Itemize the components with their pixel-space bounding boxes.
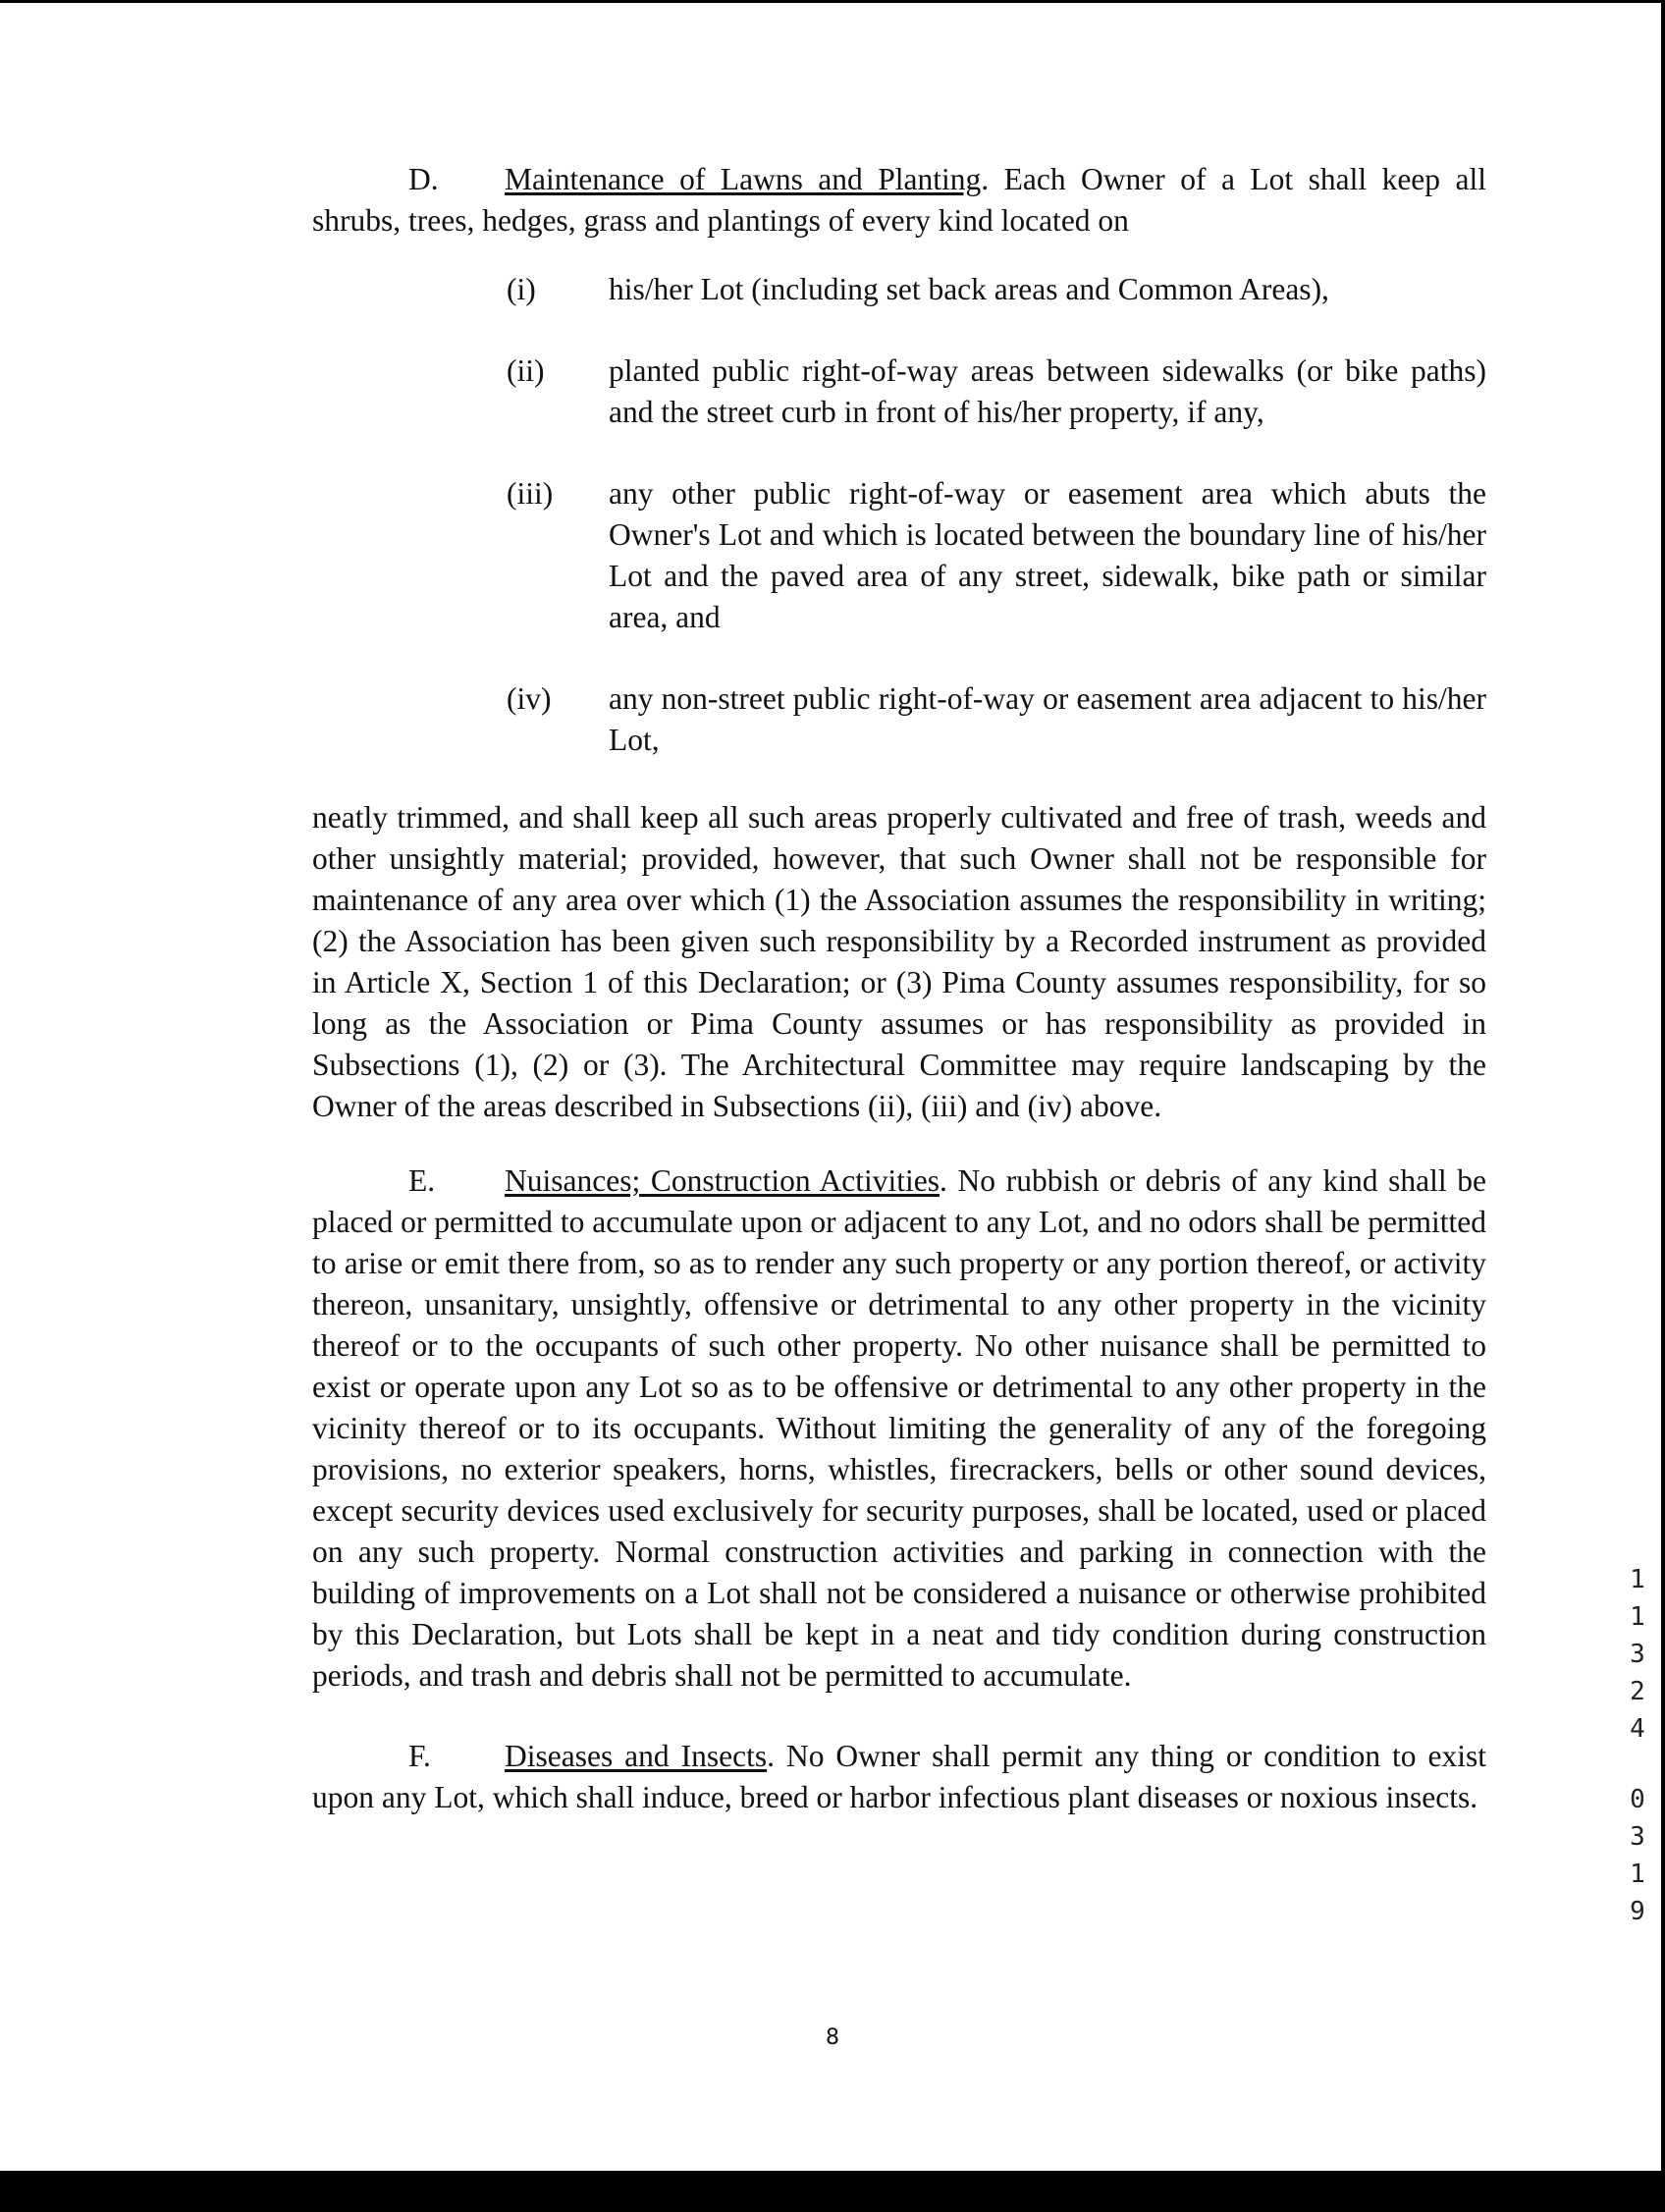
list-item-marker: (ii): [507, 353, 545, 388]
margin-digit: 1: [1630, 1860, 1645, 1889]
margin-digit: 3: [1630, 1822, 1645, 1852]
list-item-text: any other public right-of-way or easement area which abuts the Owner's Lot and which is located between the boundary line of his/her Lot and the paved area of any street, sidewalk, bike path or similar area, and: [609, 476, 1486, 634]
margin-digit: 9: [1630, 1897, 1645, 1926]
section-d-label: D.: [408, 162, 439, 196]
scan-border-right: [1661, 0, 1665, 2212]
list-item-marker: (iii): [507, 476, 554, 511]
margin-recording-number: [1625, 1561, 1650, 1930]
margin-digit: 3: [1630, 1640, 1645, 1669]
list-item-text: any non-street public right-of-way or easement area adjacent to his/her Lot,: [609, 681, 1486, 757]
section-d-heading: Maintenance of Lawns and Planting: [505, 162, 982, 196]
section-f: [312, 1736, 1486, 1818]
list-item: [312, 351, 1486, 433]
list-item-text: planted public right-of-way areas between sidewalks (or bike paths) and the street curb in front of his/her property, if any,: [609, 353, 1486, 429]
list-item: [312, 473, 1486, 638]
section-e-body: . No rubbish or debris of any kind shall be placed or permitted to accumulate upon or adjacent to any Lot, and no odors shall be permitted to arise or emit there from, so as to render any such property or any portion thereof, or activity thereon, unsanitary, unsightly, offensive or detrimental to any other property in the vicinity thereof or to the occupants of such other property. No other nuisance shall be permitted to exist or operate upon any Lot so as to be offensive or detrimental to any other property in the vicinity thereof or to its occupants. Without limiting the generality of any of the foregoing provisions, no exterior speakers, horns, whistles, firecrackers, bells or other sound devices, except security devices used exclusively for security purposes, shall be located, used or placed on any such property. Normal construction activities and parking in connection with the building of improvements on a Lot shall not be considered a nuisance or otherwise prohibited by this Declaration, but Lots shall be kept in a neat and tidy condition during construction periods, and trash and debris shall not be permitted to accumulate.: [312, 1163, 1486, 1693]
scan-border-top: [0, 0, 1665, 3]
list-item: [312, 678, 1486, 761]
section-e: [312, 1160, 1486, 1697]
section-f-body: . No Owner shall permit any thing or condition to exist upon any Lot, which shall induce, breed or harbor infectious plant diseases or noxious insects.: [312, 1739, 1487, 1814]
list-item-marker: (i): [507, 272, 536, 306]
margin-digit: 4: [1630, 1714, 1645, 1744]
margin-digit: 2: [1630, 1677, 1645, 1706]
section-e-heading: Nuisances; Construction Activities: [505, 1163, 940, 1198]
list-item-marker: (iv): [507, 681, 552, 716]
list-item-text: his/her Lot (including set back areas and Common Areas),: [609, 272, 1329, 306]
section-f-heading: Diseases and Insects: [505, 1739, 768, 1773]
scan-border-bottom: [0, 2171, 1665, 2212]
section-f-label: F.: [408, 1739, 431, 1773]
margin-digit: 0: [1630, 1785, 1645, 1814]
page-number: 8: [826, 2025, 839, 2050]
section-d-list: [312, 269, 1486, 761]
list-item: [312, 269, 1486, 310]
section-d-intro: . Each Owner of a Lot shall keep all shrubs, trees, hedges, grass and plantings of every kind located on: [312, 162, 1486, 238]
margin-digit: 1: [1630, 1602, 1645, 1632]
document-body: [312, 159, 1486, 1818]
section-e-label: E.: [408, 1163, 436, 1198]
section-d-continuation: neatly trimmed, and shall keep all such areas properly cultivated and free of trash, weeds and other unsightly material; provided, however, that such Owner shall not be responsible for maintenance of any area over which (1) the Association assumes the responsibility in writing; (2) the Association has been given such responsibility by a Recorded instrument as provided in Article X, Section 1 of this Declaration; or (3) Pima County assumes responsibility, for so long as the Association or Pima County assumes or has responsibility as provided in Subsections (1), (2) or (3). The Architectural Committee may require landscaping by the Owner of the areas described in Subsections (ii), (iii) and (iv) above.: [312, 800, 1486, 1123]
margin-digit: 1: [1630, 1565, 1645, 1594]
section-d: [312, 159, 1486, 242]
